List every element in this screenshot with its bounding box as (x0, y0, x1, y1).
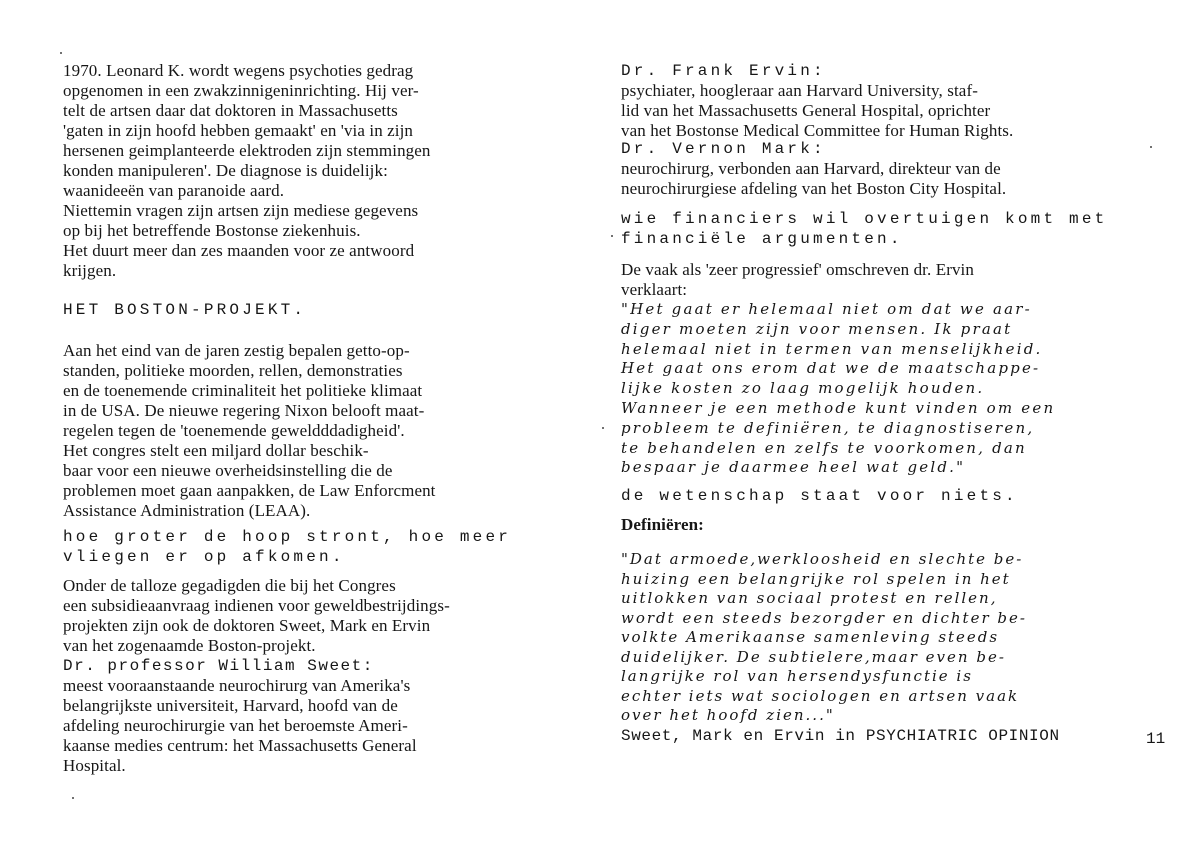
quote-ervin (621, 300, 1141, 478)
text-line: Definiëren: (621, 515, 704, 534)
text-line: afdeling neurochirurgie van het beroemste Ameri- (63, 716, 408, 735)
paragraph-ervin-statement (621, 260, 1141, 300)
text-line: Dr. Frank Ervin: (621, 62, 826, 80)
text-line: opgenomen in een zwakzinnigeninrichting. Hij ver- (63, 81, 419, 100)
citation (621, 726, 1141, 746)
typed-remark (621, 486, 1141, 506)
text-line: Niettemin vragen zijn artsen zijn mediese gegevens (63, 201, 419, 220)
heading-text: HET BOSTON-PROJEKT. (63, 301, 307, 319)
text-line: regelen tegen de 'toenemende geweldddadigheid'. (63, 421, 405, 440)
text-line: Hospital. (63, 756, 126, 775)
quote-line: duidelijker. De subtielere,maar even be- (621, 647, 1006, 666)
text-line: waanideeën van paranoide aard. (63, 181, 285, 200)
page-number: 11 (1146, 730, 1166, 748)
quote-line: over het hoofd zien..." (621, 706, 835, 724)
text-line: in de USA. De nieuwe regering Nixon belooft maat- (63, 401, 425, 420)
text-line: De vaak als 'zeer progressief' omschreven dr. Ervin (621, 260, 974, 279)
paragraph-sweet (63, 676, 578, 776)
quote-line: "Het gaat er helemaal niet om dat we aar- (621, 300, 1032, 318)
quote-line: Het gaat ons erom dat we de maatschappe- (621, 359, 1041, 378)
text-line: neurochirurg, verbonden aan Harvard, direkteur van de (621, 159, 1001, 178)
quote-line: volkte Amerikaanse samenleving steeds (621, 628, 1000, 646)
paragraph-mark (621, 159, 1141, 199)
text-line: Assistance Administration (LEAA). (63, 501, 311, 520)
text-line: hersenen geimplanteerde elektroden zijn stemmingen (63, 141, 431, 160)
text-line: Aan het eind van de jaren zestig bepalen getto-op- (63, 341, 410, 360)
text-line: Sweet, Mark en Ervin in PSYCHIATRIC OPINION (621, 727, 1060, 745)
typed-remark (63, 527, 578, 567)
scan-speck (1150, 146, 1152, 148)
text-line: de wetenschap staat voor niets. (621, 487, 1018, 505)
text-line: belangrijkste universiteit, Harvard, hoofd van de (63, 696, 398, 715)
text-line: wie financiers wil overtuigen komt met (621, 210, 1108, 228)
text-line: financiële argumenten. (621, 230, 903, 248)
quote-line: langrijke rol van hersendysfunctie is (621, 667, 973, 685)
text-line: problemen moet gaan aanpakken, de Law Enforcment (63, 481, 436, 500)
text-line: hoe groter de hoop stront, hoe meer (63, 528, 512, 546)
quote-definieren (621, 550, 1141, 726)
quote-line: bespaar je daarmee heel wat geld." (621, 458, 966, 477)
text-line: telt de artsen daar dat doktoren in Massachusetts (63, 101, 398, 120)
paragraph-ervin (621, 81, 1141, 141)
text-line: projekten zijn ook de doktoren Sweet, Mark en Ervin (63, 616, 431, 635)
text-line: van het zogenaamde Boston-projekt. (63, 636, 316, 655)
section-heading (63, 300, 578, 320)
text-line: Dr. professor William Sweet: (63, 657, 374, 675)
scan-speck (60, 52, 62, 54)
paragraph-leonard (63, 61, 578, 281)
text-line: krijgen. (63, 261, 117, 280)
text-line: vliegen er op afkomen. (63, 548, 345, 566)
text-line: van het Bostonse Medical Committee for Human Rights. (621, 121, 1014, 140)
text-line: neurochirurgiese afdeling van het Boston City Hospital. (621, 179, 1007, 198)
quote-line: lijke kosten zo laag mogelijk houden. (621, 379, 985, 398)
text-line: psychiater, hoogleraar aan Harvard University, staf- (621, 81, 978, 100)
scan-speck (611, 235, 613, 237)
quote-line: echter iets wat sociologen en artsen vaak (621, 686, 1020, 705)
text-line: Het duurt meer dan zes maanden voor ze antwoord (63, 241, 415, 260)
text-line: baar voor een nieuwe overheidsinstelling die de (63, 461, 393, 480)
subheading-definieren (621, 515, 1141, 535)
text-line: kaanse medies centrum: het Massachusetts General (63, 736, 417, 755)
text-line: Het congres stelt een miljard dollar beschik- (63, 441, 369, 460)
quote-line: Wanneer je een methode kunt vinden om een (621, 398, 1056, 417)
text-line: standen, politieke moorden, rellen, demonstraties (63, 361, 403, 380)
quote-line: probleem te definiëren, te diagnostiseren, (621, 418, 1035, 437)
quote-line: huizing een belangrijke rol spelen in het (621, 569, 1011, 588)
quote-line: "Dat armoede,werkloosheid en slechte be- (621, 550, 1024, 568)
quote-line: te behandelen en zelfs te voorkomen, dan (621, 438, 1027, 457)
text-line: een subsidieaanvraag indienen voor geweldbestrijdings- (63, 596, 450, 615)
text-line: en de toenemende criminaliteit het politieke klimaat (63, 381, 423, 400)
text-line: meest vooraanstaande neurochirurg van Amerika's (63, 676, 411, 695)
text-line: 'gaten in zijn hoofd hebben gemaakt' en 'via in zijn (63, 121, 414, 140)
person-name-ervin (621, 61, 1141, 81)
quote-line: helemaal niet in termen van menselijkheid. (621, 339, 1043, 358)
person-name-mark (621, 139, 1141, 159)
paragraph-candidates (63, 576, 578, 656)
scan-speck (602, 427, 604, 429)
paragraph-boston-project (63, 341, 578, 521)
text-line: Dr. Vernon Mark: (621, 140, 826, 158)
scan-speck (72, 797, 74, 799)
quote-line: wordt een steeds bezorgder en dichter be- (621, 608, 1027, 627)
text-line: 1970. Leonard K. wordt wegens psychoties gedrag (63, 61, 414, 80)
text-line: lid van het Massachusetts General Hospital, oprichter (621, 101, 991, 120)
text-line: konden manipuleren'. De diagnose is duidelijk: (63, 161, 388, 180)
quote-line: diger moeten zijn voor mensen. Ik praat (621, 319, 1013, 338)
person-name-sweet (63, 656, 578, 676)
quote-line: uitlokken van sociaal protest en rellen, (621, 589, 998, 607)
text-line: op bij het betreffende Bostonse ziekenhuis. (63, 221, 361, 240)
text-line: verklaart: (621, 280, 688, 299)
text-line: Onder de talloze gegadigden die bij het Congres (63, 576, 396, 595)
typed-remark (621, 209, 1141, 249)
